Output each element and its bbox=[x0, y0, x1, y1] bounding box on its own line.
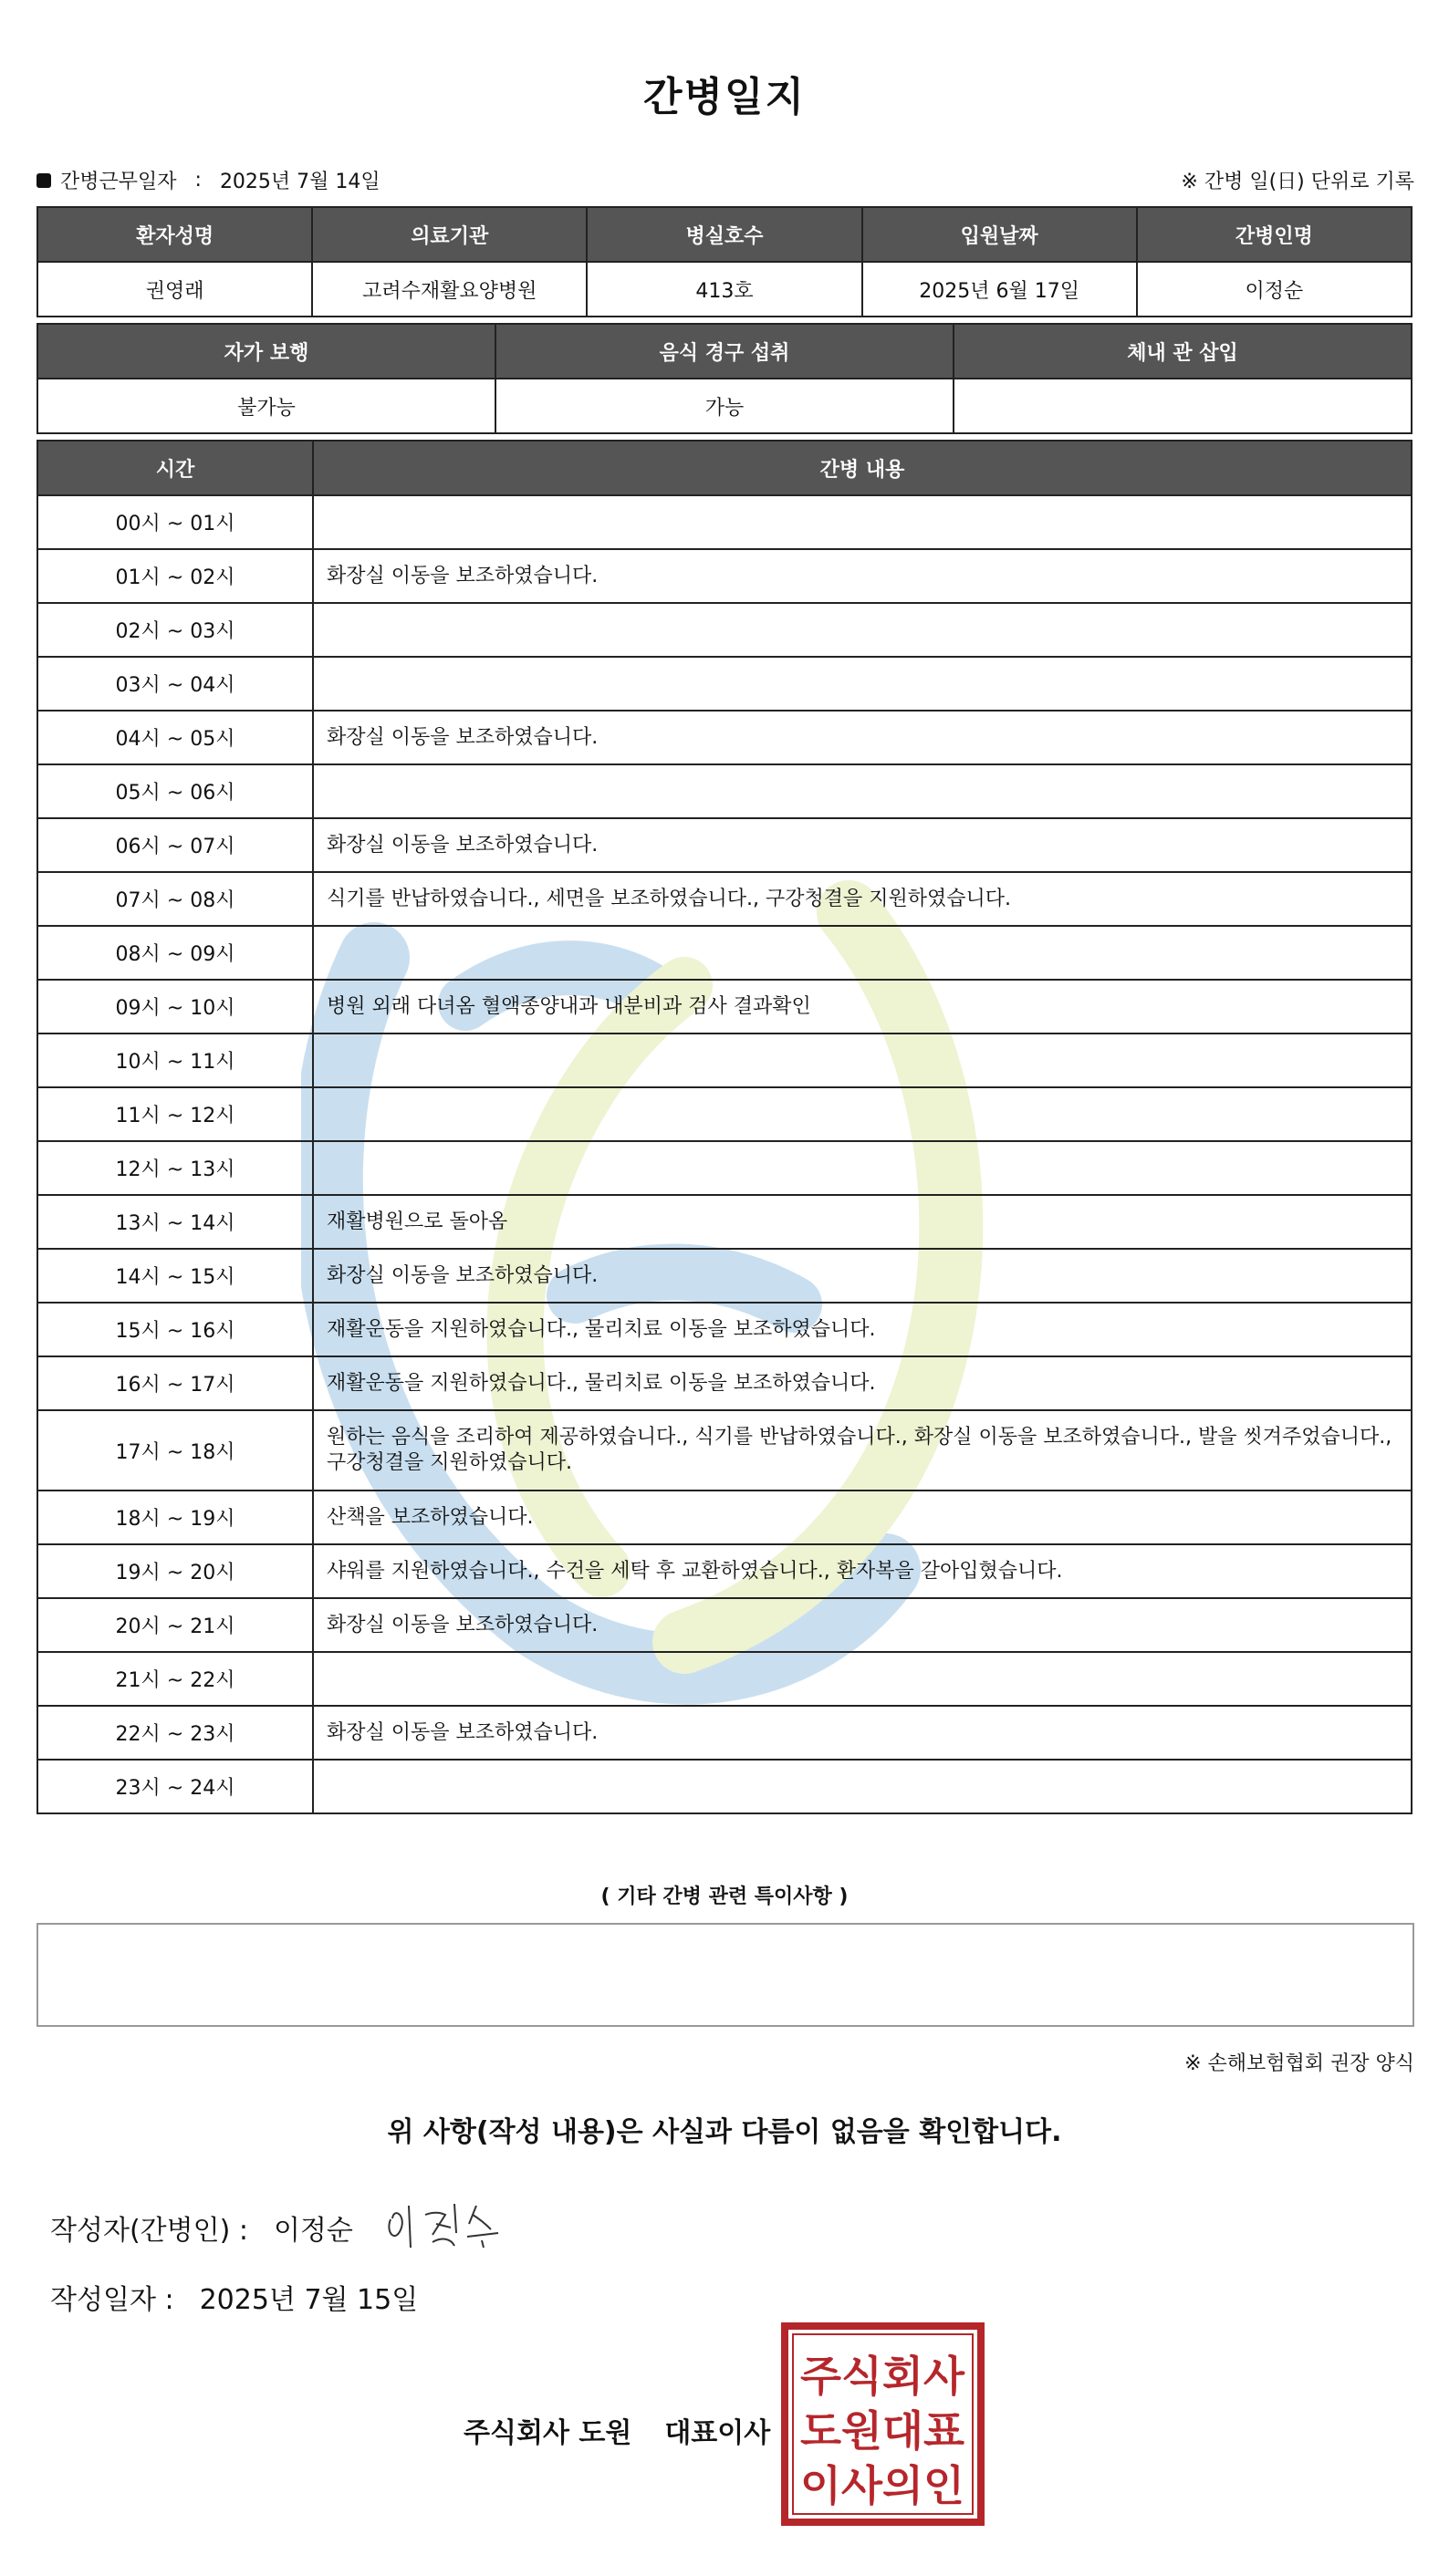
table-row bbox=[37, 1303, 1412, 1356]
tube-insertion bbox=[954, 379, 1412, 433]
table-row bbox=[37, 1141, 1412, 1195]
care-content-cell: 화장실 이동을 보조하였습니다. bbox=[313, 1706, 1412, 1760]
time-cell: 15시 ~ 16시 bbox=[37, 1303, 313, 1356]
care-content-cell bbox=[313, 1087, 1412, 1141]
header-oral-intake: 음식 경구 섭취 bbox=[495, 324, 954, 379]
care-content-cell: 화장실 이동을 보조하였습니다. bbox=[313, 711, 1412, 764]
time-cell: 18시 ~ 19시 bbox=[37, 1491, 313, 1544]
square-bullet-icon bbox=[36, 173, 51, 188]
care-content-cell: 재활운동을 지원하였습니다., 물리치료 이동을 보조하였습니다. bbox=[313, 1303, 1412, 1356]
time-cell: 11시 ~ 12시 bbox=[37, 1087, 313, 1141]
time-cell: 13시 ~ 14시 bbox=[37, 1195, 313, 1249]
table-row bbox=[37, 711, 1412, 764]
work-date-value: 2025년 7월 14일 bbox=[219, 171, 380, 193]
written-date-line bbox=[50, 2277, 418, 2317]
company-representative-title: 대표이사 bbox=[664, 2417, 771, 2449]
table-row bbox=[37, 1491, 1412, 1544]
table-row bbox=[37, 872, 1412, 926]
care-content-cell: 화장실 이동을 보조하였습니다. bbox=[313, 549, 1412, 603]
care-content-cell bbox=[313, 495, 1412, 549]
care-content-cell bbox=[313, 926, 1412, 980]
care-content-cell bbox=[313, 603, 1412, 657]
table-row bbox=[37, 549, 1412, 603]
care-content-cell bbox=[313, 657, 1412, 711]
written-date-label: 작성일자 : bbox=[50, 2284, 174, 2316]
table-row bbox=[37, 1034, 1412, 1087]
header-care-content: 간병 내용 bbox=[313, 441, 1412, 495]
patient-info-table bbox=[36, 206, 1413, 317]
table-row bbox=[37, 818, 1412, 872]
work-date bbox=[36, 166, 380, 194]
table-row bbox=[37, 1195, 1412, 1249]
header-institution: 의료기관 bbox=[312, 207, 587, 262]
care-content-cell: 병원 외래 다녀옴 혈액종양내과 내분비과 검사 결과확인 bbox=[313, 980, 1412, 1034]
time-cell: 00시 ~ 01시 bbox=[37, 495, 313, 549]
time-cell: 02시 ~ 03시 bbox=[37, 603, 313, 657]
header-self-walking: 자가 보행 bbox=[37, 324, 495, 379]
room-number: 413호 bbox=[587, 262, 861, 317]
table-row bbox=[37, 495, 1412, 549]
table-row bbox=[37, 1760, 1412, 1813]
confirmation-statement: 위 사항(작성 내용)은 사실과 다름이 없음을 확인합니다. bbox=[387, 2116, 1062, 2148]
company-name: 주식회사 도원 bbox=[464, 2417, 632, 2449]
caregiver-name: 이정순 bbox=[1137, 262, 1412, 317]
time-cell: 07시 ~ 08시 bbox=[37, 872, 313, 926]
time-cell: 05시 ~ 06시 bbox=[37, 764, 313, 818]
institution: 고려수재활요양병원 bbox=[312, 262, 587, 317]
care-content-cell: 샤워를 지원하였습니다., 수건을 세탁 후 교환하였습니다., 환자복을 갈아입혔습니다. bbox=[313, 1544, 1412, 1598]
table-row bbox=[37, 657, 1412, 711]
care-content-cell: 원하는 음식을 조리하여 제공하였습니다., 식기를 반납하였습니다., 화장실 이동을 보조하였습니다., 발을 씻겨주었습니다., 구강청결을 지원하였습니다. bbox=[313, 1410, 1412, 1491]
unit-note: ※ 간병 일(日) 단위로 기록 bbox=[1181, 171, 1414, 193]
table-row bbox=[37, 1087, 1412, 1141]
time-cell: 22시 ~ 23시 bbox=[37, 1706, 313, 1760]
self-walking: 불가능 bbox=[37, 379, 495, 433]
work-date-label: 간병근무일자 bbox=[60, 171, 177, 193]
handwritten-signature bbox=[381, 2187, 527, 2251]
time-cell: 08시 ~ 09시 bbox=[37, 926, 313, 980]
patient-name: 권영래 bbox=[37, 262, 312, 317]
header-time: 시간 bbox=[37, 441, 313, 495]
care-content-cell: 재활운동을 지원하였습니다., 물리치료 이동을 보조하였습니다. bbox=[313, 1356, 1412, 1410]
etc-notes-box bbox=[36, 1923, 1414, 2027]
table-row bbox=[37, 1410, 1412, 1491]
time-cell: 03시 ~ 04시 bbox=[37, 657, 313, 711]
oral-intake: 가능 bbox=[495, 379, 954, 433]
svg-text:도원대표: 도원대표 bbox=[800, 2406, 965, 2456]
table-row bbox=[37, 926, 1412, 980]
svg-text:이사의인: 이사의인 bbox=[800, 2461, 964, 2510]
care-content-cell: 재활병원으로 돌아옴 bbox=[313, 1195, 1412, 1249]
time-cell: 09시 ~ 10시 bbox=[37, 980, 313, 1034]
time-cell: 23시 ~ 24시 bbox=[37, 1760, 313, 1813]
care-content-cell: 식기를 반납하였습니다., 세면을 보조하였습니다., 구강청결을 지원하였습니다. bbox=[313, 872, 1412, 926]
care-content-cell: 화장실 이동을 보조하였습니다. bbox=[313, 818, 1412, 872]
writer-name: 이정순 bbox=[273, 2215, 353, 2247]
document-title: 간병일지 bbox=[642, 74, 806, 120]
company-line bbox=[464, 2410, 770, 2450]
table-row bbox=[37, 1598, 1412, 1652]
writer-line bbox=[50, 2207, 353, 2248]
time-cell: 19시 ~ 20시 bbox=[37, 1544, 313, 1598]
table-row bbox=[37, 1652, 1412, 1706]
care-content-cell: 산책을 보조하였습니다. bbox=[313, 1491, 1412, 1544]
table-row bbox=[37, 764, 1412, 818]
care-log-table bbox=[36, 440, 1413, 1814]
table-row bbox=[37, 980, 1412, 1034]
care-content-cell bbox=[313, 764, 1412, 818]
time-cell: 12시 ~ 13시 bbox=[37, 1141, 313, 1195]
time-cell: 21시 ~ 22시 bbox=[37, 1652, 313, 1706]
table-row bbox=[37, 1544, 1412, 1598]
header-tube-insertion: 체내 관 삽입 bbox=[954, 324, 1412, 379]
work-date-separator: : bbox=[194, 169, 202, 192]
time-cell: 04시 ~ 05시 bbox=[37, 711, 313, 764]
header-caregiver: 간병인명 bbox=[1137, 207, 1412, 262]
table-row bbox=[37, 1356, 1412, 1410]
table-row bbox=[37, 1706, 1412, 1760]
care-content-cell bbox=[313, 1760, 1412, 1813]
writer-label: 작성자(간병인) : bbox=[50, 2215, 248, 2247]
time-cell: 10시 ~ 11시 bbox=[37, 1034, 313, 1087]
time-cell: 16시 ~ 17시 bbox=[37, 1356, 313, 1410]
time-cell: 06시 ~ 07시 bbox=[37, 818, 313, 872]
header-admission-date: 입원날짜 bbox=[862, 207, 1137, 262]
table-row bbox=[37, 1249, 1412, 1303]
patient-status-table bbox=[36, 323, 1413, 434]
care-content-cell bbox=[313, 1034, 1412, 1087]
time-cell: 01시 ~ 02시 bbox=[37, 549, 313, 603]
time-cell: 17시 ~ 18시 bbox=[37, 1410, 313, 1491]
care-content-cell: 화장실 이동을 보조하였습니다. bbox=[313, 1249, 1412, 1303]
header-room: 병실호수 bbox=[587, 207, 861, 262]
care-content-cell bbox=[313, 1141, 1412, 1195]
svg-text:주식회사: 주식회사 bbox=[800, 2352, 965, 2401]
written-date-value: 2025년 7월 15일 bbox=[199, 2284, 419, 2316]
table-row bbox=[37, 603, 1412, 657]
care-content-cell bbox=[313, 1652, 1412, 1706]
etc-title: ( 기타 간병 관련 특이사항 ) bbox=[600, 1885, 849, 1908]
form-note: ※ 손해보험협회 권장 양식 bbox=[1184, 2052, 1414, 2075]
time-cell: 20시 ~ 21시 bbox=[37, 1598, 313, 1652]
time-cell: 14시 ~ 15시 bbox=[37, 1249, 313, 1303]
company-seal-stamp bbox=[780, 2322, 985, 2527]
header-patient-name: 환자성명 bbox=[37, 207, 312, 262]
care-content-cell: 화장실 이동을 보조하였습니다. bbox=[313, 1598, 1412, 1652]
admission-date: 2025년 6월 17일 bbox=[862, 262, 1137, 317]
